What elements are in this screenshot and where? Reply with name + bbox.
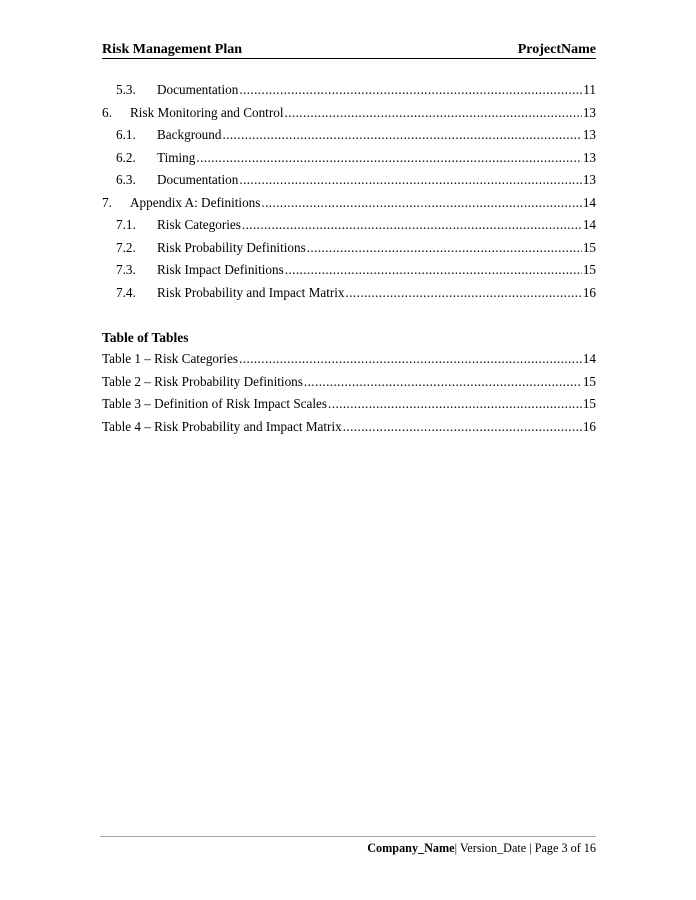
toc-entry-title: Risk Monitoring and Control (130, 104, 284, 120)
tot-entry-title: Table 3 – Definition of Risk Impact Scales (102, 396, 328, 411)
toc-entry-7-2[interactable] (102, 237, 596, 260)
toc-entry-title: Risk Probability and Impact Matrix (157, 284, 345, 300)
toc-entry-6-2[interactable] (102, 147, 596, 170)
table-of-tables-heading: Table of Tables (102, 330, 189, 345)
dot-leader (196, 147, 581, 170)
dot-leader (222, 124, 581, 147)
dot-leader (261, 192, 581, 215)
toc-entry-page: 13 (582, 172, 596, 187)
toc-entry-page: 13 (582, 149, 596, 165)
tot-entry-table-2[interactable] (102, 371, 596, 394)
toc-entry-title: Risk Categories (157, 217, 241, 232)
dot-leader (285, 102, 582, 125)
dot-leader (239, 169, 582, 192)
toc-entry-page: 14 (582, 194, 596, 210)
toc-entry-number: 7.4. (116, 284, 136, 300)
toc-entry-7-3[interactable] (102, 259, 596, 282)
dot-leader (239, 348, 582, 371)
toc-entry-page: 15 (582, 239, 596, 255)
toc-entry-page: 13 (582, 104, 596, 120)
toc-entry-page: 11 (583, 82, 596, 97)
tot-entry-table-1[interactable] (102, 348, 596, 371)
toc-entry-title: Risk Impact Definitions (157, 262, 284, 277)
dot-leader (328, 393, 582, 416)
project-name: ProjectName (517, 42, 596, 57)
toc-entry-7-4[interactable] (102, 282, 596, 305)
toc-entry-page: 15 (582, 262, 596, 277)
toc-entry-page: 13 (582, 127, 596, 142)
page-header (102, 40, 596, 59)
dot-leader (343, 416, 582, 439)
company-name: Company_Name (367, 841, 455, 855)
tot-entry-page: 15 (582, 373, 596, 389)
tot-entry-table-3[interactable] (102, 393, 596, 416)
footer-version-page: | Version_Date | Page 3 of 16 (454, 841, 596, 855)
toc-entry-number: 6.2. (116, 149, 136, 165)
toc-entry-title: Background (157, 127, 222, 142)
toc-entry-5-3[interactable] (102, 79, 596, 102)
toc-entry-6-3[interactable] (102, 169, 596, 192)
toc-entry-title: Documentation (157, 172, 239, 187)
toc-entry-number: 5.3. (116, 82, 136, 97)
toc-entry-title: Appendix A: Definitions (130, 194, 261, 210)
toc-entry-title: Timing (157, 149, 196, 165)
dot-leader (239, 79, 582, 102)
toc-entry-7-1[interactable] (102, 214, 596, 237)
toc-entry-6[interactable] (102, 102, 596, 125)
tot-entry-title: Table 1 – Risk Categories (102, 351, 239, 366)
document-title: Risk Management Plan (102, 42, 242, 57)
dot-leader (346, 282, 582, 305)
toc-entry-number: 7. (102, 194, 112, 210)
table-of-contents (102, 79, 596, 304)
dot-leader (304, 371, 582, 394)
tot-entry-title: Table 4 – Risk Probability and Impact Matrix (102, 418, 342, 434)
toc-entry-title: Documentation (157, 82, 239, 97)
toc-entry-number: 7.2. (116, 239, 136, 255)
toc-entry-title: Risk Probability Definitions (157, 239, 306, 255)
toc-entry-number: 6. (102, 104, 112, 120)
dot-leader (307, 237, 582, 260)
table-of-tables (102, 348, 596, 438)
tot-entry-page: 14 (582, 351, 596, 366)
toc-entry-number: 6.1. (116, 127, 136, 142)
tot-entry-table-4[interactable] (102, 416, 596, 439)
toc-entry-page: 14 (582, 217, 596, 232)
toc-entry-7[interactable] (102, 192, 596, 215)
page-footer (100, 836, 596, 856)
toc-entry-page: 16 (582, 284, 596, 300)
tot-entry-page: 16 (582, 418, 596, 434)
toc-entry-number: 6.3. (116, 172, 136, 187)
tot-entry-page: 15 (582, 396, 596, 411)
tot-entry-title: Table 2 – Risk Probability Definitions (102, 373, 303, 389)
toc-entry-number: 7.3. (116, 262, 136, 277)
dot-leader (285, 259, 582, 282)
toc-entry-6-1[interactable] (102, 124, 596, 147)
toc-entry-number: 7.1. (116, 217, 136, 232)
dot-leader (242, 214, 582, 237)
